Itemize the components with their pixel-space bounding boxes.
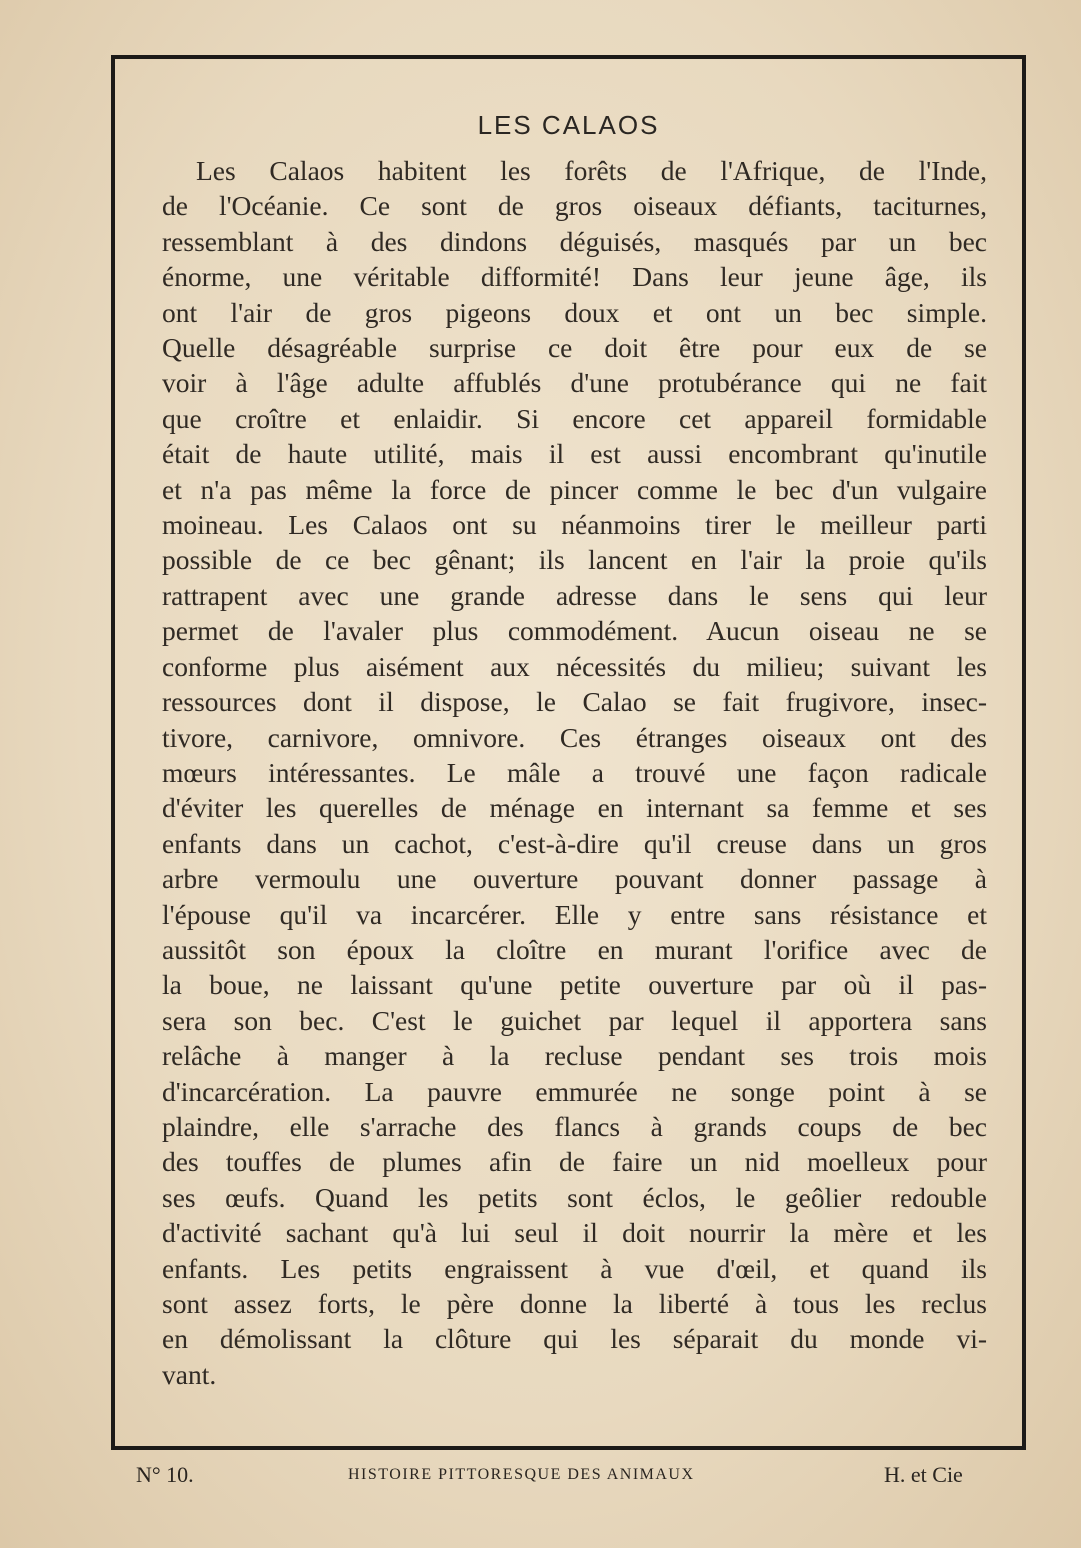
body-line: aussitôt son époux la cloître en murant l'orifice avec de bbox=[162, 933, 987, 965]
body-line: de l'Océanie. Ce sont de gros oiseaux défiants, taciturnes, bbox=[162, 190, 987, 222]
body-line: était de haute utilité, mais il est aussi encombrant qu'inutile bbox=[162, 438, 987, 470]
body-line: Les Calaos habitent les forêts de l'Afrique, de l'Inde, bbox=[196, 155, 987, 186]
body-line: ses œufs. Quand les petits sont éclos, le geôlier redouble bbox=[162, 1181, 987, 1213]
body-line: et n'a pas même la force de pincer comme le bec d'un vulgaire bbox=[162, 473, 987, 505]
body-line: sont assez forts, le père donne la liberté à tous les reclus bbox=[162, 1288, 987, 1319]
body-line: l'épouse qu'il va incarcérer. Elle y entre sans résistance et bbox=[162, 898, 987, 930]
body-line: la boue, ne laissant qu'une petite ouverture par où il pas- bbox=[162, 969, 987, 1001]
body-line: d'incarcération. La pauvre emmurée ne songe point à se bbox=[162, 1075, 987, 1107]
body-line: voir à l'âge adulte affublés d'une protubérance qui ne fait bbox=[162, 367, 987, 399]
body-line: Quelle désagréable surprise ce doit être pour eux de se bbox=[162, 332, 987, 364]
body-line: arbre vermoulu une ouverture pouvant donner passage à bbox=[162, 863, 987, 895]
body-line: énorme, une véritable difformité! Dans leur jeune âge, ils bbox=[162, 261, 987, 293]
body-line: enfants. Les petits engraissent à vue d'œil, et quand ils bbox=[162, 1252, 987, 1284]
body-line: que croître et enlaidir. Si encore cet appareil formidable bbox=[162, 402, 987, 434]
body-line: ressources dont il dispose, le Calao se fait frugivore, insec- bbox=[162, 686, 987, 718]
card-footer bbox=[0, 1462, 1081, 1492]
body-line: tivore, carnivore, omnivore. Ces étranges oiseaux ont des bbox=[162, 721, 987, 753]
body-line: mœurs intéressantes. Le mâle a trouvé une façon radicale bbox=[162, 756, 987, 788]
body-line: rattrapent avec une grande adresse dans le sens qui leur bbox=[162, 579, 987, 611]
publisher-name: H. et Cie bbox=[884, 1462, 963, 1487]
body-line: relâche à manger à la recluse pendant ses trois mois bbox=[162, 1040, 987, 1072]
body-line: moineau. Les Calaos ont su néanmoins tirer le meilleur parti bbox=[162, 509, 987, 541]
body-line: sera son bec. C'est le guichet par lequel il apportera sans bbox=[162, 1004, 987, 1036]
article-body bbox=[162, 153, 987, 1392]
body-line: permet de l'avaler plus commodément. Aucun oiseau ne se bbox=[162, 615, 987, 647]
body-line: d'éviter les querelles de ménage en internant sa femme et ses bbox=[162, 792, 987, 824]
body-line: plaindre, elle s'arrache des flancs à grands coups de bec bbox=[162, 1110, 987, 1142]
body-line: des touffes de plumes afin de faire un nid moelleux pour bbox=[162, 1146, 987, 1178]
body-line: conforme plus aisément aux nécessités du milieu; suivant les bbox=[162, 650, 987, 682]
body-line: vant. bbox=[162, 1358, 217, 1390]
article-title: LES CALAOS bbox=[477, 110, 660, 140]
card-number: N° 10. bbox=[136, 1462, 194, 1487]
body-line: ont l'air de gros pigeons doux et ont un bec simple. bbox=[162, 296, 987, 328]
series-title: HISTOIRE PITTORESQUE DES ANIMAUX bbox=[348, 1466, 695, 1483]
body-line: ressemblant à des dindons déguisés, masqués par un bec bbox=[162, 225, 987, 257]
body-line: enfants dans un cachot, c'est-à-dire qu'il creuse dans un gros bbox=[162, 827, 987, 859]
body-line: en démolissant la clôture qui les séparait du monde vi- bbox=[162, 1323, 987, 1355]
body-line: d'activité sachant qu'à lui seul il doit nourrir la mère et les bbox=[162, 1217, 987, 1249]
body-line: possible de ce bec gênant; ils lancent en l'air la proie qu'ils bbox=[162, 544, 987, 576]
